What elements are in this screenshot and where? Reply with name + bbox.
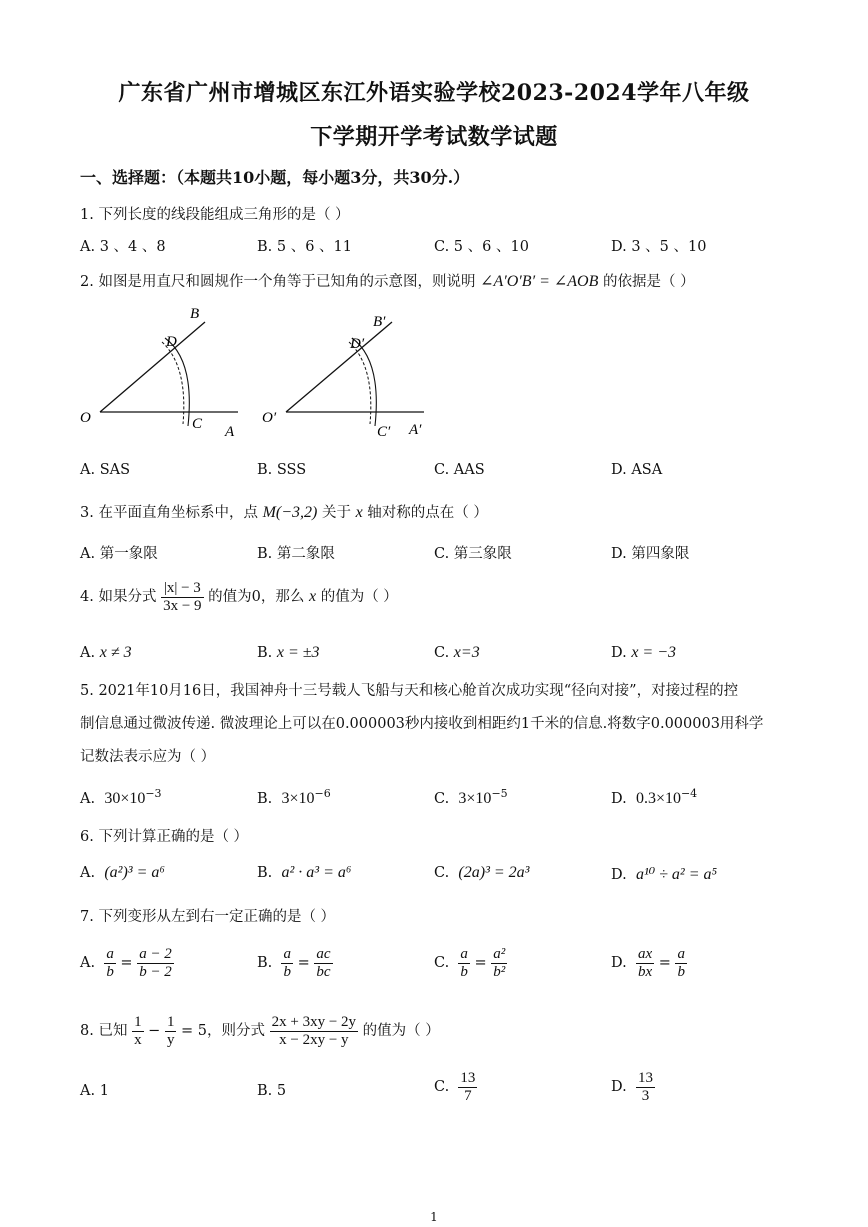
left-arc-solid xyxy=(165,338,189,426)
q4-stem-pre: 4. 如果分式 xyxy=(80,589,157,605)
q2-option-b: B. SSS xyxy=(257,462,307,478)
q2-figure xyxy=(70,300,450,450)
q7-c-right-den: b² xyxy=(493,963,506,980)
question-5-stem-line3: 记数法表示应为（ ） xyxy=(80,749,216,765)
page-number: 1 xyxy=(430,1210,438,1224)
q7-b-label: B. xyxy=(257,955,273,971)
q5-option-d xyxy=(611,787,697,808)
q5-option-c xyxy=(434,787,508,808)
q5-b-base: 3×10 xyxy=(281,789,315,807)
q5-a-base: 30×10 xyxy=(104,789,146,807)
q8-option-d xyxy=(611,1070,655,1104)
q4-a-math: x ≠ 3 xyxy=(99,644,132,661)
equals-sign: = xyxy=(658,955,671,971)
q6-c-math: (2a)³ = 2a³ xyxy=(458,864,530,881)
q6-option-a xyxy=(80,864,165,882)
q5-option-a xyxy=(80,787,162,808)
q4-d-label: D. xyxy=(611,645,627,661)
q7-a-left-frac xyxy=(104,946,116,980)
question-6-stem: 6. 下列计算正确的是（ ） xyxy=(80,829,249,845)
q4-c-math: x=3 xyxy=(453,644,480,661)
q4-frac-den: 3x − 9 xyxy=(163,597,202,614)
q5-d-label: D. xyxy=(611,790,627,807)
q2-option-d: D. ASA xyxy=(611,462,663,478)
q3-point: M(−3,2) xyxy=(262,504,318,521)
q7-option-d xyxy=(611,946,687,980)
q7-c-right-frac xyxy=(491,946,507,980)
question-5-stem-line1: 5. 2021年10月16日，我国神舟十三号载人飞船与天和核心舱首次成功实现“径向对接”，对接过程的控 xyxy=(80,683,739,699)
q1-option-d: D. 3 、5 、10 xyxy=(611,239,707,255)
q5-d-exp: −4 xyxy=(680,787,698,800)
q7-option-c xyxy=(434,946,507,980)
q3-stem-pre: 3. 在平面直角坐标系中，点 xyxy=(80,505,258,521)
q6-c-label: C. xyxy=(434,865,450,881)
q7-c-right-num: a² xyxy=(493,946,506,962)
question-4-stem xyxy=(80,580,398,614)
q8-c-den: 7 xyxy=(464,1087,472,1104)
q4-frac-num: |x| − 3 xyxy=(161,580,203,598)
q6-a-math: (a²)³ = a⁶ xyxy=(104,864,165,881)
label-a-prime: A′ xyxy=(409,422,422,438)
q3-stem-mid: 关于 xyxy=(321,505,351,521)
q4-stem-post: 的值为（ ） xyxy=(320,589,398,605)
q6-option-b xyxy=(257,864,351,882)
equals-sign: = xyxy=(120,955,133,971)
q8-c-label: C. xyxy=(434,1079,450,1095)
q7-b-left-den: b xyxy=(283,963,291,980)
q3-option-a: A. 第一象限 xyxy=(80,546,158,562)
q8-given-1-den: x xyxy=(134,1031,142,1048)
q5-a-exp: −3 xyxy=(145,787,162,800)
q7-a-right-den: b − 2 xyxy=(139,963,172,980)
q1-option-b: B. 5 、6 、11 xyxy=(257,239,352,255)
q4-b-label: B. xyxy=(257,645,273,661)
q8-given-2-num: 1 xyxy=(166,1014,175,1030)
q4-c-label: C. xyxy=(434,645,450,661)
label-c-prime: C′ xyxy=(377,424,391,440)
q8-frac-num: 2x + 3xy − 2y xyxy=(271,1014,357,1030)
q8-option-b: B. 5 xyxy=(257,1083,287,1099)
q7-a-label: A. xyxy=(80,955,96,971)
q7-d-right-num: a xyxy=(677,946,685,962)
q5-a-label: A. xyxy=(80,790,96,807)
q7-b-right-den: bc xyxy=(316,963,331,980)
q8-given-frac-2 xyxy=(165,1014,177,1048)
q8-d-label: D. xyxy=(611,1079,627,1095)
q4-fraction xyxy=(161,580,203,614)
exam-title-line2: 下学期开学考试数学试题 xyxy=(310,124,558,150)
q3-stem-post: 轴对称的点在（ ） xyxy=(367,505,488,521)
q7-c-label: C. xyxy=(434,955,450,971)
label-o-prime: O′ xyxy=(262,410,277,426)
q6-a-label: A. xyxy=(80,865,96,881)
q7-a-right-frac xyxy=(137,946,174,980)
q8-d-num: 13 xyxy=(637,1070,653,1086)
q6-d-label: D. xyxy=(611,867,627,883)
q7-a-right-num: a − 2 xyxy=(139,946,172,962)
q7-a-left-den: b xyxy=(106,963,114,980)
label-b-prime: B′ xyxy=(373,314,386,330)
q2-stem-pre: 2. 如图是用直尺和圆规作一个角等于已知角的示意图，则说明 xyxy=(80,274,476,290)
q7-a-left-num: a xyxy=(106,946,114,962)
label-a: A xyxy=(225,424,235,440)
q1-option-a: A. 3 、4 、8 xyxy=(80,239,166,255)
q5-c-exp: −5 xyxy=(491,787,508,800)
q8-given-1-num: 1 xyxy=(134,1014,142,1030)
q7-d-left-frac xyxy=(636,946,654,980)
q8-d-frac xyxy=(636,1070,655,1104)
question-2-stem xyxy=(80,270,695,291)
equals-sign: = xyxy=(297,955,310,971)
q8-option-c xyxy=(434,1070,477,1104)
q7-c-left-den: b xyxy=(460,963,468,980)
q7-d-left-num: ax xyxy=(637,946,653,962)
q8-stem-post: 的值为（ ） xyxy=(362,1023,440,1039)
label-o: O xyxy=(80,410,91,426)
question-3-stem xyxy=(80,501,488,522)
q7-option-b xyxy=(257,946,333,980)
q7-b-right-frac xyxy=(314,946,332,980)
q5-b-label: B. xyxy=(257,790,273,807)
q7-d-right-den: b xyxy=(677,963,685,980)
q4-d-math: x = −3 xyxy=(631,644,677,661)
q2-option-a: A. SAS xyxy=(80,462,131,478)
q8-fraction xyxy=(270,1014,358,1048)
q8-frac-den: x − 2xy − y xyxy=(279,1031,349,1048)
label-b: B xyxy=(190,306,200,322)
q4-option-a xyxy=(80,644,132,662)
question-5-stem-line2: 制信息通过微波传递. 微波理论上可以在0.000003秒内接收到相距约1千米的信息.将数字0.000003用科学 xyxy=(80,716,764,732)
q7-d-left-den: bx xyxy=(637,963,653,980)
q7-b-left-num: a xyxy=(283,946,291,962)
q4-stem-mid: 的值为0，那么 xyxy=(208,589,305,605)
q6-d-math: a¹⁰ ÷ a² = a⁵ xyxy=(635,866,718,883)
question-7-stem: 7. 下列变形从左到右一定正确的是（ ） xyxy=(80,909,336,925)
q7-c-left-frac xyxy=(458,946,470,980)
q7-d-right-frac xyxy=(675,946,687,980)
q5-b-exp: −6 xyxy=(314,787,331,800)
q3-var: x xyxy=(355,504,363,521)
q8-given-frac-1 xyxy=(132,1014,144,1048)
q1-option-c: C. 5 、6 、10 xyxy=(434,239,529,255)
q6-option-c xyxy=(434,864,529,882)
equals-sign: = xyxy=(474,955,487,971)
label-d: D xyxy=(166,334,177,350)
section-heading: 一、选择题：（本题共10小题，每小题3分，共30分.） xyxy=(80,168,470,187)
q5-option-b xyxy=(257,787,331,808)
q8-d-den: 3 xyxy=(641,1087,650,1104)
q8-c-num: 13 xyxy=(460,1070,476,1086)
q7-b-left-frac xyxy=(281,946,293,980)
q8-given-2-den: y xyxy=(166,1031,175,1048)
label-c: C xyxy=(192,416,203,432)
q4-option-b xyxy=(257,644,320,662)
q3-option-d: D. 第四象限 xyxy=(611,546,690,562)
q8-option-a: A. 1 xyxy=(80,1083,109,1099)
q2-option-c: C. AAS xyxy=(434,462,485,478)
q7-option-a xyxy=(80,946,174,980)
label-d-prime: D′ xyxy=(350,336,365,352)
q6-b-label: B. xyxy=(257,865,273,881)
q2-stem-math: ∠A′O′B′ = ∠AOB xyxy=(480,273,599,290)
q3-option-c: C. 第三象限 xyxy=(434,546,512,562)
q7-b-right-num: ac xyxy=(316,946,331,962)
exam-title-line1: 广东省广州市增城区东江外语实验学校2023-2024学年八年级 xyxy=(118,80,750,106)
q7-d-label: D. xyxy=(611,955,627,971)
q5-d-base: 0.3×10 xyxy=(635,789,681,807)
q4-var: x xyxy=(308,588,317,605)
q6-option-d xyxy=(611,864,717,884)
q3-option-b: B. 第二象限 xyxy=(257,546,335,562)
q8-c-frac xyxy=(458,1070,477,1104)
q6-b-math: a² · a³ = a⁶ xyxy=(281,864,352,881)
q4-option-d xyxy=(611,644,676,662)
q4-a-label: A. xyxy=(80,645,96,661)
q5-c-base: 3×10 xyxy=(458,789,492,807)
question-1-stem: 1. 下列长度的线段能组成三角形的是（ ） xyxy=(80,207,350,223)
question-8-stem xyxy=(80,1014,440,1048)
q7-c-left-num: a xyxy=(460,946,468,962)
q2-stem-post: 的依据是（ ） xyxy=(602,274,695,290)
q5-c-label: C. xyxy=(434,790,450,807)
q4-option-c xyxy=(434,644,480,662)
q8-stem-pre: 8. 已知 xyxy=(80,1023,128,1039)
q8-given-val: = 5，则分式 xyxy=(181,1023,266,1039)
q4-b-math: x = ±3 xyxy=(276,644,320,661)
minus-sign: − xyxy=(148,1023,161,1039)
